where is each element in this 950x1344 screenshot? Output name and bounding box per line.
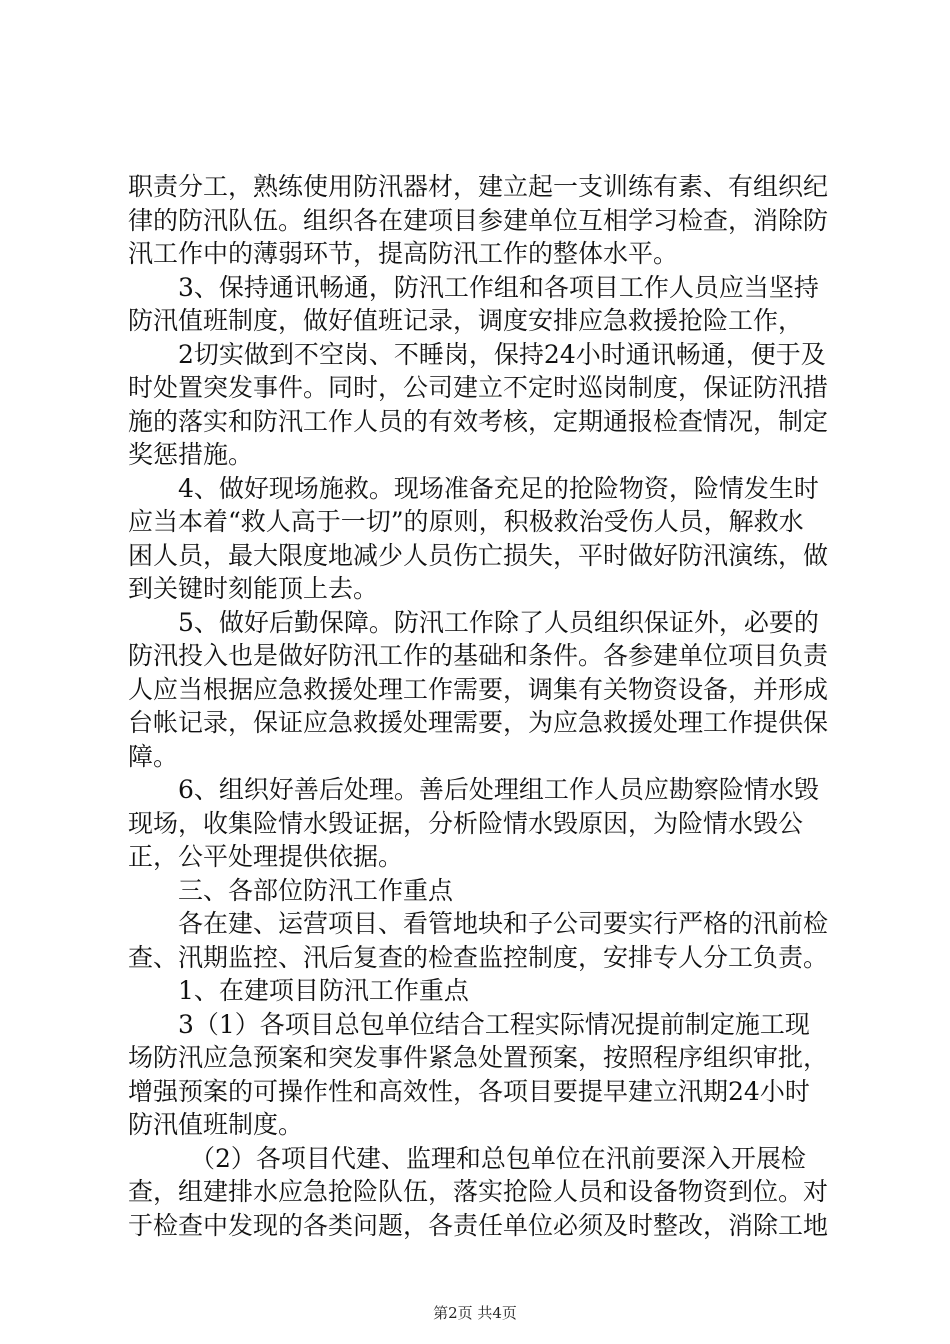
paragraph-section-3-intro: 各在建、运营项目、看管地块和子公司要实行严格的汛前检查、汛期监控、汛后复查的检查监控制度，安排专人分工负责。 (128, 909, 829, 972)
paragraph-continuation: 职责分工，熟练使用防汛器材，建立起一支训练有素、有组织纪律的防汛队伍。组织各在建项目参建单位互相学习检查，消除防汛工作中的薄弱环节，提高防汛工作的整体水平。 (128, 172, 829, 268)
paragraph-item-4: 4、做好现场施救。现场准备充足的抢险物资，险情发生时应当本着“救人高于一切”的原则，积极救治受伤人员，解救水困人员，最大限度地减少人员伤亡损失，平时做好防汛演练，做到关键时刻能顶上去。 (128, 473, 829, 603)
subsection-heading-1: 1、在建项目防汛工作重点 (178, 976, 469, 1005)
paragraph-item-3: 3、保持通讯畅通，防汛工作组和各项目工作人员应当坚持防汛值班制度，做好值班记录，调度安排应急救援抢险工作， (128, 272, 819, 335)
page-footer: 第2页 共4页 (433, 1304, 517, 1322)
paragraph-subitem-2: （2）各项目代建、监理和总包单位在汛前要深入开展检查，组建排水应急抢险队伍，落实抢险人员和设备物资到位。对于检查中发现的各类问题，各责任单位必须及时整改，消除工地 (128, 1143, 829, 1240)
section-heading-3: 三、各部位防汛工作重点 (178, 875, 454, 905)
paragraph-item-6: 6、组织好善后处理。善后处理组工作人员应勘察险情水毁现场，收集险情水毁证据，分析险情水毁原因，为险情水毁公正，公平处理提供依据。 (128, 775, 819, 871)
paragraph-item-3-continued: 2切实做到不空岗、不睡岗，保持24小时通讯畅通，便于及时处置突发事件。同时，公司建立不定时巡岗制度，保证防汛措施的落实和防汛工作人员的有效考核，定期通报检查情况，制定奖惩措施。 (128, 339, 829, 469)
paragraph-subitem-1: 3（1）各项目总包单位结合工程实际情况提前制定施工现场防汛应急预案和突发事件紧急处置预案，按照程序组织审批，增强预案的可操作性和高效性，各项目要提早建立汛期24小时防汛值班制度。 (128, 1009, 829, 1139)
document-body (128, 170, 828, 1242)
paragraph-item-5: 5、做好后勤保障。防汛工作除了人员组织保证外，必要的防汛投入也是做好防汛工作的基础和条件。各参建单位项目负责人应当根据应急救援处理工作需要，调集有关物资设备，并形成台帐记录，保证应急救援处理需要，为应急救援处理工作提供保障。 (128, 607, 829, 771)
